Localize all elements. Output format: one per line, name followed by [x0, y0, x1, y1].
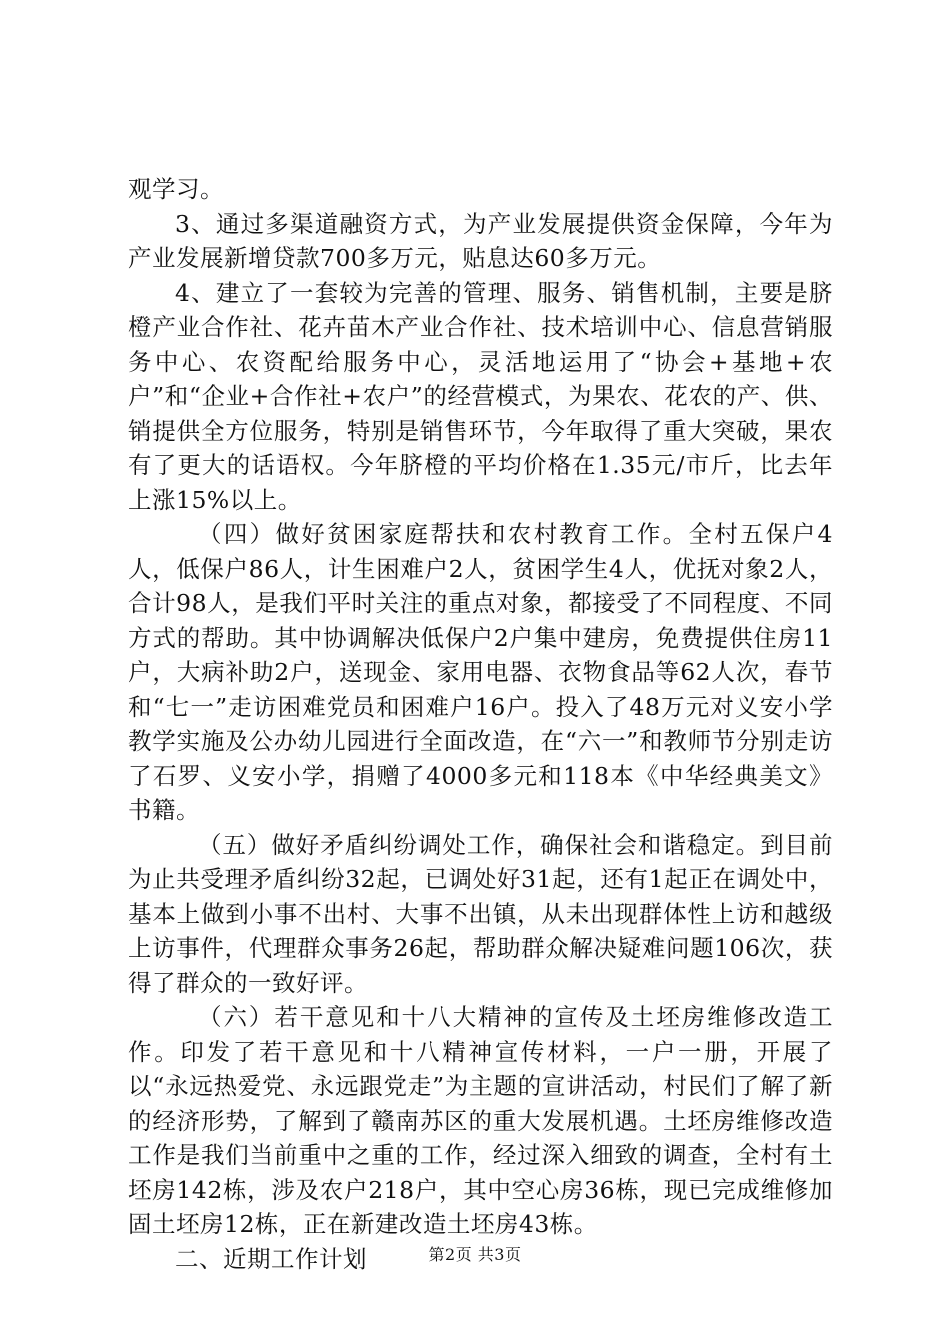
page-number-footer: 第2页 共3页 [428, 1245, 522, 1264]
paragraph-section-5: （五）做好矛盾纠纷调处工作，确保社会和谐稳定。到目前为止共受理矛盾纠纷32起，已调处好31起，还有1起正在调处中，基本上做到小事不出村、大事不出镇，从未出现群体性上访和越级上访事件，代理群众事务26起，帮助群众解决疑难问题106次，获得了群众的一致好评。 [128, 830, 833, 997]
paragraph-item-4: 4、建立了一套较为完善的管理、服务、销售机制，主要是脐橙产业合作社、花卉苗木产业合作社、技术培训中心、信息营销服务中心、农资配给服务中心，灵活地运用了“协会+基地+农户”和“企业+合作社+农户”的经营模式，为果农、花农的产、供、销提供全方位服务，特别是销售环节，今年取得了重大突破，果农有了更大的话语权。今年脐橙的平均价格在1.35元/市斤，比去年上涨15%以上。 [128, 278, 833, 514]
section-heading-plan: 二、近期工作计划 [175, 1244, 367, 1273]
paragraph-item-3: 3、通过多渠道融资方式，为产业发展提供资金保障，今年为产业发展新增贷款700多万元，贴息达60多万元。 [128, 209, 833, 272]
paragraph-continuation: 观学习。 [128, 175, 224, 203]
paragraph-section-4: （四）做好贫困家庭帮扶和农村教育工作。全村五保户4人，低保户86人，计生困难户2人，贫困学生4人，优抚对象2人，合计98人，是我们平时关注的重点对象，都接受了不同程度、不同方式的帮助。其中协调解决低保户2户集中建房，免费提供住房11户，大病补助2户，送现金、家用电器、衣物食品等62人次，春节和“七一”走访困难党员和困难户16户。投入了48万元对义安小学教学实施及公办幼儿园进行全面改造，在“六一”和教师节分别走访了石罗、义安小学，捐赠了4000多元和118本《中华经典美文》书籍。 [128, 520, 833, 824]
document-body [128, 172, 833, 1276]
paragraph-section-6: （六）若干意见和十八大精神的宣传及土坯房维修改造工作。印发了若干意见和十八精神宣传材料，一户一册，开展了以“永远热爱党、永远跟党走”为主题的宣讲活动，村民们了解了新的经济形势，了解到了赣南苏区的重大发展机遇。土坯房维修改造工作是我们当前重中之重的工作，经过深入细致的调查，全村有土坯房142栋，涉及农户218户，其中空心房36栋，现已完成维修加固土坯房12栋，正在新建改造土坯房43栋。 [128, 1003, 833, 1238]
